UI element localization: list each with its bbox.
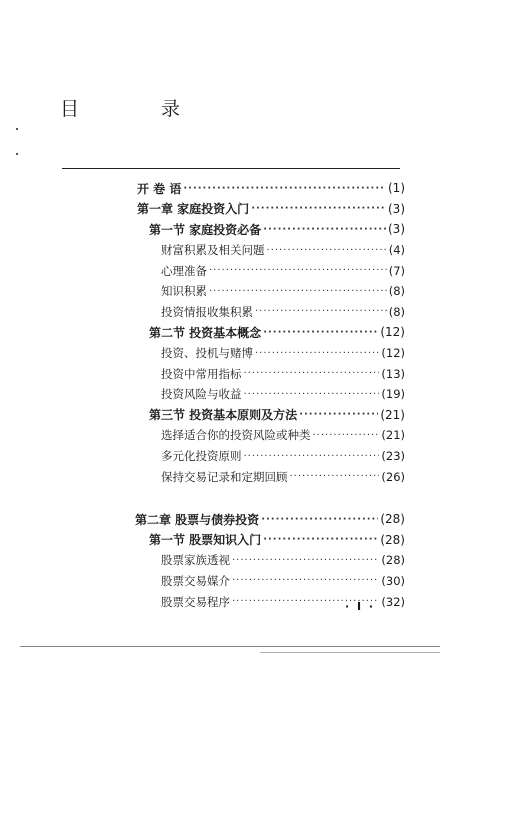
- toc-entry-preface[interactable]: [137, 178, 405, 199]
- toc-entry-subsection[interactable]: [137, 343, 405, 364]
- toc-leader: [263, 224, 386, 235]
- toc-leader: [209, 265, 387, 276]
- toc-label: 股票家族透视: [161, 553, 230, 568]
- toc-entry-subsection[interactable]: [137, 571, 405, 592]
- toc-leader: [251, 203, 386, 214]
- toc-leader: [263, 327, 378, 338]
- toc-label: 第一章 家庭投资入门: [137, 202, 250, 217]
- toc-entry-subsection[interactable]: [137, 363, 405, 384]
- toc-label: 选择适合你的投资风险或种类: [161, 428, 311, 443]
- toc-entry-section[interactable]: [137, 405, 405, 426]
- toc-entry-subsection[interactable]: [137, 550, 405, 571]
- toc-page: (8): [388, 284, 405, 299]
- toc-entry-subsection[interactable]: [137, 425, 405, 446]
- toc-entry-subsection[interactable]: [137, 446, 405, 467]
- toc-page: (19): [381, 387, 405, 402]
- page-folio: · I ·: [345, 600, 376, 613]
- toc-entry-subsection[interactable]: [137, 384, 405, 405]
- toc-entry-subsection[interactable]: [137, 260, 405, 281]
- toc-leader: [232, 555, 379, 566]
- toc-leader: [183, 183, 386, 194]
- toc-label: 开 卷 语: [137, 181, 182, 196]
- toc-label: 财富积累及相关问题: [161, 243, 265, 258]
- toc-page: (21): [381, 428, 405, 443]
- toc-label: 第二节 投资基本概念: [149, 325, 262, 340]
- toc-page: (13): [381, 366, 405, 381]
- toc-page: (12): [381, 346, 405, 361]
- toc-leader: [244, 389, 380, 400]
- toc-entry-section[interactable]: [137, 219, 405, 240]
- toc-page: (7): [388, 263, 405, 278]
- toc-page: (28): [381, 553, 405, 568]
- toc-page: (3): [388, 201, 405, 216]
- top-rule: [62, 168, 400, 169]
- scan-speck: [16, 128, 18, 130]
- toc-page: (32): [381, 594, 405, 609]
- toc-label: 知识积累: [161, 284, 207, 299]
- toc-leader: [263, 534, 378, 545]
- toc-label: 第三节 投资基本原则及方法: [149, 408, 298, 423]
- toc-leader: [267, 245, 387, 256]
- toc-page: (4): [388, 243, 405, 258]
- toc-page: (28): [380, 512, 405, 527]
- toc-entry-section[interactable]: [137, 530, 405, 551]
- toc-leader: [244, 451, 380, 462]
- page-title: 目 录: [60, 98, 219, 120]
- toc-label: 股票交易媒介: [161, 573, 230, 588]
- toc-leader: [232, 575, 379, 586]
- toc-leader: [209, 286, 387, 297]
- toc-page: (12): [380, 325, 405, 340]
- toc-label: 投资中常用指标: [161, 366, 242, 381]
- toc-entry-chapter-1[interactable]: [137, 199, 405, 220]
- toc-leader: [290, 471, 380, 482]
- toc-page: (28): [380, 532, 405, 547]
- toc-entry-chapter-2[interactable]: [135, 509, 405, 530]
- toc-page: (26): [381, 469, 405, 484]
- scan-edge-line: [260, 652, 440, 653]
- toc-leader: [244, 368, 380, 379]
- toc-entry-section[interactable]: [137, 322, 405, 343]
- toc-leader: [255, 306, 387, 317]
- toc-label: 心理准备: [161, 263, 207, 278]
- toc-leader: [255, 348, 379, 359]
- toc-label: 第一节 股票知识入门: [149, 533, 262, 548]
- toc-label: 投资、投机与赌博: [161, 346, 253, 361]
- toc-page: (21): [380, 407, 405, 422]
- scan-edge-line: [20, 646, 440, 647]
- toc-label: 投资风险与收益: [161, 387, 242, 402]
- toc-entry-subsection[interactable]: [137, 302, 405, 323]
- toc-page: (30): [381, 573, 405, 588]
- toc-page: (8): [388, 304, 405, 319]
- toc-leader: [261, 514, 378, 525]
- toc-list: [137, 178, 405, 612]
- toc-label: 保持交易记录和定期回顾: [161, 469, 288, 484]
- toc-page: (1): [388, 181, 405, 196]
- toc-entry-subsection[interactable]: [137, 281, 405, 302]
- toc-label: 多元化投资原则: [161, 449, 242, 464]
- toc-label: 股票交易程序: [161, 594, 230, 609]
- toc-page: (3): [388, 222, 405, 237]
- toc-entry-subsection[interactable]: [137, 466, 405, 487]
- toc-label: 第二章 股票与债券投资: [135, 512, 260, 527]
- toc-label: 第一节 家庭投资必备: [149, 222, 262, 237]
- toc-page: (23): [381, 449, 405, 464]
- toc-label: 投资情报收集积累: [161, 304, 253, 319]
- scan-speck: [16, 153, 18, 155]
- toc-entry-subsection[interactable]: [137, 240, 405, 261]
- chapter-gap: [137, 487, 405, 509]
- toc-leader: [299, 409, 378, 420]
- toc-leader: [313, 430, 380, 441]
